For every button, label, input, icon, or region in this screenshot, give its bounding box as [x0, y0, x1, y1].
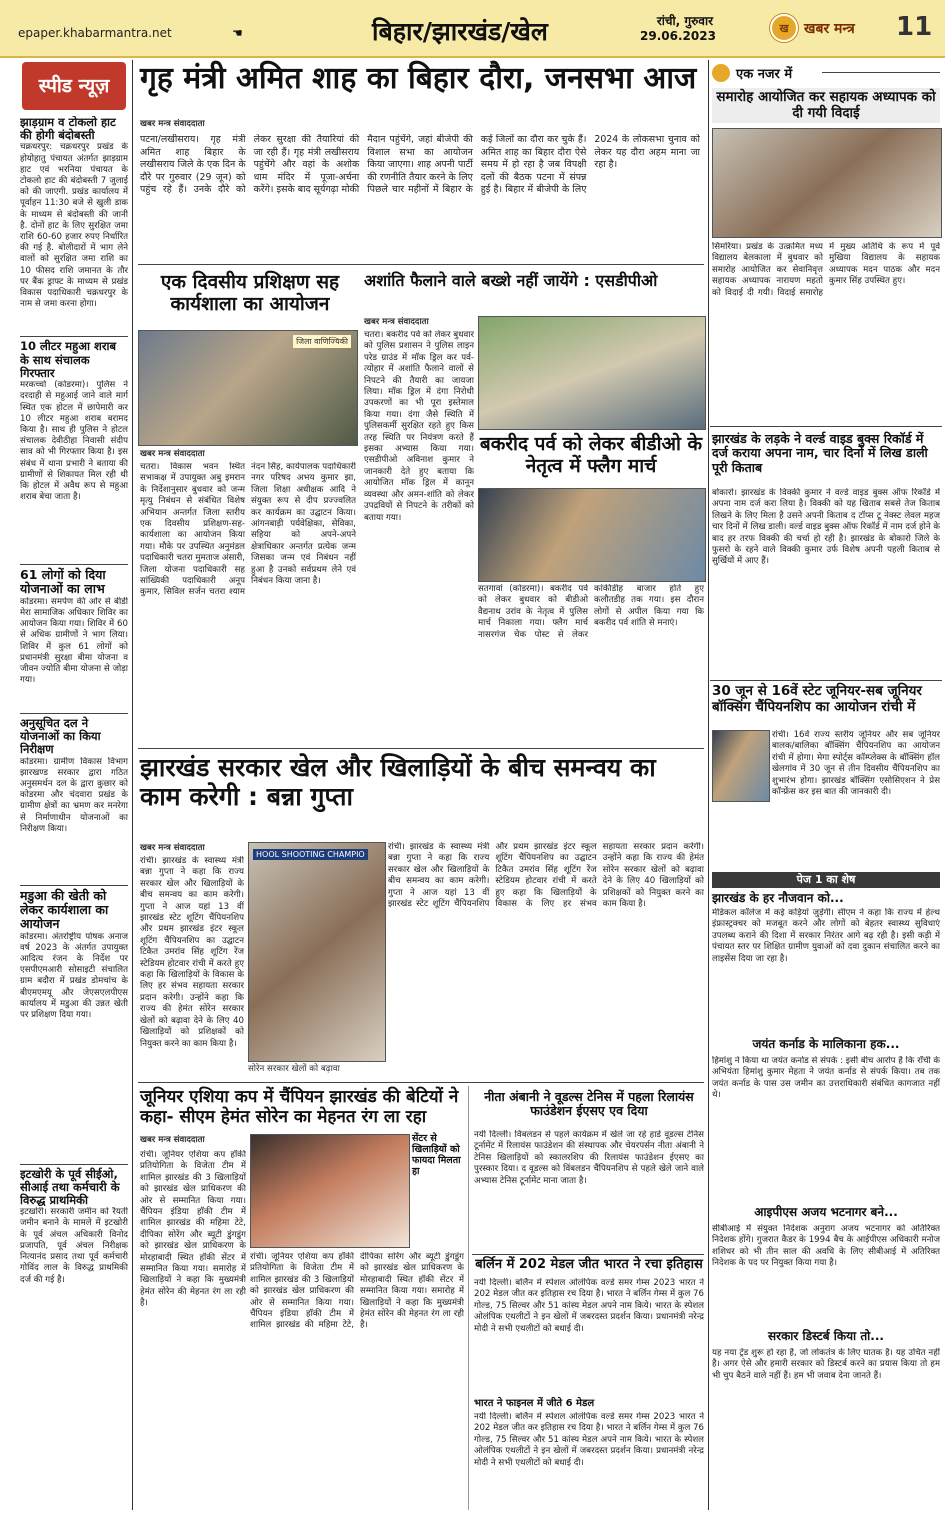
divider [20, 336, 128, 337]
cont1-headline: झारखंड के हर नौजवान को... [712, 891, 844, 905]
site-url[interactable]: epaper.khabarmantra.net [18, 26, 172, 40]
brief-body: कोडरमा। अंतर्राष्ट्रीय पोषक अनाज वर्ष 2023 के अंतर्गत उपायुक्त आदित्य रंजन के निर्देश पर एसपीएमआरी सोसाइटी संचालित ग्राम बदौरा में प्रखंड डोमचांच के बीएमएमयू और जेएसएलपीएस कार्यालय में मडुआ की उन्नत खेती पर प्रशिक्षण दिया गया। [20, 931, 128, 1021]
felicitation-photo [712, 128, 942, 238]
brief-body: चक्रधरपुर: चक्रधरपुर प्रखंड के होयोहातु पंचायत अंतर्गत झाड़ग्राम हाट एवं भरनिया पंचायत के टोकलो हाट की बंदोबस्ती 7 जुलाई को की जाएगी. प्रखंड कार्यालय में पूर्वाहन 11:30 बजे से खुली डाक के माध्यम से बंदोबस्ती की जानी है. दोनों हाट के लिए सुरक्षित जमा राशि 60-60 हजार रुपए निर्धारित की गई है. बोलीदारों में भाग लेने वालों को सुरक्षित जमा राशि का 10 फीसद राशि जमानत के तौर पर बैंक ड्राफ्ट के माध्यम से प्रखंड विकास पदाधिकारी चक्रधरपुर के नाम से जमा करना होगा। [20, 142, 128, 310]
divider [472, 1254, 704, 1255]
divider [20, 1164, 128, 1165]
byline: खबर मन्त्र संवाददाता [140, 1135, 205, 1145]
byline: खबर मन्त्र संवाददाता [140, 449, 205, 459]
column-divider [132, 60, 133, 1510]
berlin-body: नयी दिल्ली। बर्लिन में स्पेशल ओलंपिक वर्ल्ड समर गेम्स 2023 भारत ने 202 मेडल जीत कर इतिहास रच दिया है। भारत ने बर्लिन गेम्स में कुल 76 गोल्ड, 75 सिल्वर और 51 कांस्य मेडल अपने नाम किये। भारत के स्पेशल ओलंपिक एथलीटों ने इन खेलों में जबरदस्त प्रदर्शन किया। प्रधानमंत्री नरेन्द्र मोदी ने सभी एथलीटों को बधाई दी। [474, 1278, 704, 1334]
asia-body: रांची। जूनियर एशिया कप हॉकी प्रतियोगिता के विजेता टीम में शामिल झारखंड की 3 खिलाड़ियों को झारखंड खेल प्राधिकरण की ओर से सम्मानित किया गया। चैंपियन इंडिया हॉकी टीम में शामिल झारखंड की महिमा टेटे, दीपिका सोरेंग और ब्यूटी डुंगडुंग को झारखंड खेल प्राधिकरण के मोरहाबादी स्थित हॉकी सेंटर में सम्मानित किया गया। समारोह में खिलाड़ियों ने कहा कि मुख्यमंत्री हेमंत सोरेन की मेहनत रंग ला रही है। [140, 1150, 246, 1309]
date-block [640, 14, 716, 44]
speed-news-badge: स्पीड न्यूज़ [22, 62, 126, 110]
cont1-body: मेडिकल कॉलेज में कई कड़ियां जुड़ेंगी। सीएम ने कहा कि राज्य में हेल्थ इंफ्रास्ट्रक्चर को मजबूत करने और लोगों को बेहतर स्वास्थ्य सुविधाएं उपलब्ध कराने की दिशा में सरकार निरंतर आगे बढ़ रही है। इसी कड़ी में पंचायत स्तर पर शिक्षित ग्रामीण युवाओं को दवा दुकान संचालित करने का लाइसेंस दिया जा रहा है। [712, 908, 940, 964]
main-headline: गृह मंत्री अमित शाह का बिहार दौरा, जनसभा आज [140, 61, 697, 96]
divider [138, 748, 704, 749]
berlin-subhead: भारत ने फाइनल में जीते 6 मेडल [474, 1398, 595, 1409]
pointer-icon: ☚ [232, 26, 243, 40]
world-record-headline: झारखंड के लड़के ने वर्ल्ड वाइड बुक्स रिकॉर्ड में दर्ज कराया अपना नाम, चार दिनों में लिख डाली पूरी किताब [712, 431, 928, 475]
byline: खबर मन्त्र संवाददाता [364, 317, 429, 327]
divider [20, 885, 128, 886]
sports-headline: झारखंड सरकार खेल और खिलाड़ियों के बीच समन्वय का काम करेगी : बन्ना गुप्ता [140, 753, 656, 811]
felicitation-headline: समारोह आयोजित कर सहायक अध्यापक को दी गयी विदाई [712, 88, 940, 123]
tennis-headline: नीता अंबानी ने वूडल्स टेनिस में पहला रिलायंस फाउंडेशन ईएसए एव दिया [484, 1089, 694, 1119]
main-story-body: पटना/लखीसराय। गृह मंत्री अमित शाह बिहार के लखीसराय जिले के एक दिन के दौरे पर गुरुवार (29 जून) को पहुंच रहे हैं। उनके दौरे को लेकर सुरक्षा की तैयारियां की जा रही हैं। गृह मंत्री लखीसराय पहुंचेंगे और वहां के अशोक धाम मंदिर में पूजा-अर्चना करेंगे। इसके बाद सूर्यगढ़ा मोकी मैदान पहुंचेंगे, जहां बीजेपी की विशाल सभा का आयोजन किया जाएगा। शाह अपनी पार्टी की रणनीति तैयार करने के लिए पिछले चार महीनों में बिहार के कई जिलों का दौरा कर चुके हैं। अमित शाह का बिहार दौरा ऐसे समय में हो रहा है जब विपक्षी दलों की बैठक पटना में संपन्न हुई है। बिहार में बीजेपी के लिए 2024 के लोकसभा चुनाव को लेकर यह दौरा अहम माना जा रहा है। [140, 134, 700, 196]
bakrid-headline: बकरीद पर्व को लेकर बीडीओ के नेतृत्व में फ्लैग मार्च [479, 433, 703, 477]
sidebar-box [412, 1134, 464, 1252]
logo-text: खबर मन्त्र [804, 20, 855, 37]
brief-body: इटखोरी। सरकारी जमीन को रैयती जमीन बनाने के मामले में इटखोरी के पूर्व अंचल अधिकारी विनोद प्रजापति, पूर्व अंचल निरीक्षक नित्यानंद प्रसाद तथा पूर्व कर्मचारी गोविंद लाल के विरुद्ध प्राथमिकी दर्ज की गई है। [20, 1207, 128, 1285]
cont2-body: हिमांशु ने किया था जयंत कर्नाड से संपर्क : इसी बीच आरोप है कि राँची के अभियंता हिमांशु कुमार मेहता ने जयंत कर्नाड से संपर्क किया। तब तक जयंत कर्नाड के पास उस जमीन का उत्तराधिकारी संबंधित कागजात नहीं थे। [712, 1056, 940, 1101]
column-divider [468, 1086, 469, 1510]
flag-march-photo [478, 488, 706, 582]
asia-body-cont [250, 1252, 464, 1510]
tag-text: एक नजर में [736, 67, 793, 82]
sports-body-cont [388, 842, 704, 1072]
cont2-headline: जयंत कर्नाड के मालिकाना हक... [752, 1037, 900, 1051]
column-divider [708, 60, 709, 1510]
tennis-body: नयी दिल्ली। विंबलडन से पहले कार्यक्रम में खेले जा रहे हार्ड वूडल्स टेनिस टूर्नामेंट में रिलायंस फाउंडेशन की संस्थापक और चेयरपर्सन नीता अंबानी ने टेनिस खिलाड़ियों को स्कालरशिप की रिलायंस फाउंडेशन ईएसए का पुरस्कार दिया। द वूडल्स को विंबलडन चैंपियनशिप से पहले खेले जाने वाले अभ्यास टेनिस टूर्नामेंट माना जाता है। [474, 1130, 704, 1186]
boxing-headline: 30 जून से 16वें स्टेट जूनियर-सब जूनियर बॉक्सिंग चैंपियनशिप का आयोजन रांची में [712, 683, 922, 715]
brief-5 [20, 889, 128, 1160]
brief-title: अनुसूचित दल ने योजनाओं का किया निरीक्षण [20, 715, 101, 757]
byline: खबर मन्त्र संवाददाता [140, 843, 205, 853]
felicitation-body: सिमरिया। प्रखंड के उत्क्रमित मध्य विद्यालय बेलकाला में बुधवार को समारोह आयोजित कर सेवानिवृत्त सहायक अध्यापक नारायण महतो को विदाई दी गयी। विदाई समारोह में मुख्य अतिथि के रूप में पूर्व मुखिया विद्यालय के सहायक अध्यापक मदन पाठक और मदन कुमार सिंह उपस्थित हुए। [712, 242, 940, 298]
brand-logo [770, 14, 890, 42]
workshop-photo [138, 330, 358, 446]
brief-body: मरकच्चो (कोडरमा)। पुलिस ने दरदाही से महुआई जाने वाले मार्ग स्थित एक होटल में छापेमारी कर 10 लीटर महुआ शराब बरामद किया है। साथ ही पुलिस ने होटल संचालक देवीठीहा निवासी संदीप साव को भी गिरफ्तार किया है। इस संबंध में थाना प्रभारी ने बताया की ग्रामीणों से शिकायत मिल रही थी कि होटल में अवैध रूप से महुआ शराब बेचा जाता है। [20, 380, 128, 503]
continued-band: पेज 1 का शेष [712, 872, 940, 888]
brief-title: 10 लीटर महुआ शराब के साथ संचालक गिरफ्तार [20, 339, 117, 380]
workshop-headline: एक दिवसीय प्रशिक्षण सह कार्यशाला का आयोजन [160, 271, 340, 315]
divider [138, 264, 704, 265]
cont3-body: सीबीआई में संयुक्त निदेशक अनुराग अजय भटनागर को अतिरिक्त निदेशक होंगे। गुजरात कैडर के 1994 बैच के आईपीएस अधिकारी मनोज शशिधर को भी तीन साल की अवधि के लिए सीबीआई में अतिरिक्त निदेशक के पद पर नियुक्त किया गया है। [712, 1224, 940, 1269]
left-news-column [20, 116, 128, 1511]
photo-caption: सोरेन सरकार खेलों को बढ़ावा [248, 1064, 340, 1074]
logo-icon: ख [770, 14, 798, 42]
hockey-players-photo [250, 1134, 410, 1248]
cont4-headline: सरकार डिस्टर्ब किया तो... [768, 1329, 884, 1343]
boxer-photo [712, 730, 770, 802]
brief-4 [20, 717, 128, 881]
tag-icon [712, 64, 730, 82]
berlin-body-cont [474, 1412, 704, 1510]
divider [20, 713, 128, 714]
bakrid-body: सतगावां (कोडरमा)। बकरीद पर्व को लेकर बुधवार को बीडीओ वैद्यनाथ उरांव के नेतृत्व में पुलिस मार्च निकाला गया। फ्लैग मार्च नासरगंज चेक पोस्ट से लेकर कांकीडीह बाजार होते हुए कलौतडीह तक गया। इस दौरान लोगों से अपील किया गया कि बकरीद पर्व शांति से मनाएं। [478, 584, 704, 640]
divider [138, 1082, 704, 1083]
sports-body: रांची। झारखंड के स्वास्थ्य मंत्री बन्ना गुप्ता ने कहा कि राज्य सरकार खेल और खिलाड़ियों के बीच समन्वय का काम करेगी। गुप्ता ने आज यहां 13 वीं झारखंड स्टेट शूटिंग चैंपियनशिप और प्रथम झारखंड इंटर स्कूल शूटिंग चैंपियनशिप का उद्घाटन टिकैत उमरांव सिंह शूटिंग रेंज स्टेडियम होटवार रांची में करते हुए कहा कि खिलाड़ियों के विकास के लिए हर संभव सहायता सरकार प्रदान करेगी। उन्होंने कहा कि राज्य की हेमंत सोरेन सरकार खेलों को बढ़ावा देने के लिए 40 खिलाड़ियों को प्रशिक्षकों को नियुक्त करने का काम किया है। [140, 856, 244, 1049]
divider [20, 564, 128, 565]
workshop-body: चतरा। विकास भवन स्थित सभाकक्ष में उपायुक्त अबु इमरान के निर्देशानुसार बुधवार को जन्म मृत्यु निबंधन से संबंधित विशेष अभियान अन्तर्गत जिला स्तरीय एक दिवसीय प्रशिक्षण-सह-कार्यशाला का आयोजन किया गया। मौके पर उपस्थित अनुमंडल पदाधिकारी चतरा मुमताज अंसारी, जिला योजना पदाधिकारी सह सांख्यिकी पदाधिकारी अनूप कुमार, सिविल सर्जन चतरा श्याम नंदन सिंह, कार्यपालक पदाधिकारी नगर परिषद अभय कुमार झा, जिला शिक्षा अधीक्षक आदि ने संयुक्त रूप से दीप प्रज्ज्वलित कर कार्यक्रम का उद्घाटन किया। आंगनबाड़ी पर्यवेक्षिका, सेविका, सहिया को अपने-अपने क्षेत्राधिकार अन्तर्गत प्रत्येक जन्म जिसका जन्म एवं निबंधन नहीं हुआ है उनको सर्वप्रथम लेने एवं निबंधन किया जाना है। [140, 462, 356, 598]
brief-title: मडुआ की खेती को लेकर कार्यशाला का आयोजन [20, 887, 109, 932]
sports-body-text: रांची। झारखंड के स्वास्थ्य मंत्री बन्ना गुप्ता ने कहा कि राज्य सरकार खेल और खिलाड़ियों के बीच समन्वय का काम करेगी। गुप्ता ने आज यहां 13 वीं झारखंड स्टेट शूटिंग चैंपियनशिप और प्रथम झारखंड इंटर स्कूल शूटिंग चैंपियनशिप का उद्घाटन टिकैत उमरांव सिंह शूटिंग रेंज स्टेडियम होटवार रांची में करते हुए कहा कि खिलाड़ियों के विकास के लिए हर संभव सहायता सरकार प्रदान करेगी। उन्होंने कहा कि राज्य की हेमंत सोरेन सरकार खेलों को बढ़ावा देने के लिए 40 खिलाड़ियों को प्रशिक्षकों को नियुक्त करने का काम किया है। [388, 842, 704, 910]
cont4-body: यह नया ट्रेंड शुरू हो रहा है, जो लोकतंत्र के लिए घातक है। यह उचित नहीं है। अगर ऐसे और हमारी सरकार को डिस्टर्ब करने का प्रयास किया तो हम भी चुप बैठने वाले नहीं हैं। हम भी जवाब देना जानते हैं। [712, 1348, 940, 1381]
page-number: 11 [896, 12, 933, 42]
tag-rule [822, 72, 940, 73]
byline: खबर मन्त्र संवाददाता [140, 119, 205, 129]
divider [710, 426, 942, 427]
unrest-body: चतरा। बकरीद पर्व को लेकर बुधवार को पुलिस प्रशासन ने पुलिस लाइन परेड ग्राउंड में मॉक ड्रिल कर पर्व-त्योहार में अशांति फैलाने वालों से निपटने की तैयारी का जायजा लिया। मॉक ड्रिल में दंगा निरोधी उपकरणों का भी पूरा इस्तेमाल किया गया। दंगा जैसे स्थिति में पुलिसकर्मी सुरक्षित रहते हुए किस तरह स्थिति पर नियंत्रण करते हैं इसका अभ्यास किया गया। एसडीपीओ अविनाश कुमार ने जानकारी देते हुए बताया कि आयोजित मॉक ड्रिल में कानून व्यवस्था और अमन-शांति को लेकर उपद्रवियों से निपटने के तरीकों को बताया गया। [364, 330, 474, 523]
brief-title: इटखोरी के पूर्व सीईओ, सीआई तथा कर्मचारी के विरुद्ध प्राथमिकी [20, 1166, 120, 1208]
brief-body: कोडरमा। समर्पण की ओर से बीडी मेरा सामाजिक अधिकार शिविर का आयोजन किया गया। शिविर में 60 से अधिक ग्रामीणों ने भाग लिया। शिविर में कुल 61 लोगों को प्रधानमंत्री सुरक्षा बीमा योजना व जीवन ज्योति बीमा योजना से जोड़ा गया। [20, 596, 128, 686]
brief-2 [20, 340, 128, 560]
brief-1 [20, 116, 128, 332]
shooting-photo [248, 842, 386, 1062]
cont3-headline: आइपीएस अजय भटनागर बने... [754, 1205, 898, 1219]
brief-3 [20, 568, 128, 709]
asia-body-text: रांची। जूनियर एशिया कप हॉकी प्रतियोगिता के विजेता टीम में शामिल झारखंड की 3 खिलाड़ियों को झारखंड खेल प्राधिकरण की ओर से सम्मानित किया गया। चैंपियन इंडिया हॉकी टीम में शामिल झारखंड की महिमा टेटे, दीपिका सोरेंग और ब्यूटी डुंगडुंग को झारखंड खेल प्राधिकरण के मोरहाबादी स्थित हॉकी सेंटर में सम्मानित किया गया। समारोह में खिलाड़ियों ने कहा कि मुख्यमंत्री हेमंत सोरेन की मेहनत रंग ला रही है। [250, 1252, 464, 1331]
unrest-headline: अशांति फैलाने वाले बख्शे नहीं जायेंगे : एसडीपीओ [364, 271, 658, 290]
berlin-headline: बर्लिन में 202 मेडल जीत भारत ने रचा इतिहास [475, 1257, 703, 1272]
boxing-body: रांची। 16वें राज्य स्तरीय जूनियर और सब जूनियर बालक/बालिका बॉक्सिंग चैंपियनशिप का आयोजन रांची में होगा। मेगा स्पोर्ट्स कॉम्प्लेक्स के बॉक्सिंग हॉल खेलगांव में 30 जून से तीन दिवसीय चैंपियनशिप का शुभारंभ होगा। झारखंड बॉक्सिंग एसोसिएशन ने प्रेस कॉन्फ्रेंस कर इस बात की जानकारी दी। [772, 730, 940, 798]
brief-title: झाड़ग्राम व टोकलो हाट की होगी बंदोबस्ती [20, 116, 116, 143]
date: 29.06.2023 [640, 29, 716, 43]
divider [710, 680, 942, 681]
photo-banner: जिला वाणिज्यिकी [293, 335, 351, 348]
mock-drill-photo [478, 316, 706, 430]
ek-nazar-tag [712, 62, 940, 84]
photo-banner: HOOL SHOOTING CHAMPIO [253, 849, 368, 860]
section-title: बिहार/झारखंड/खेल [372, 17, 548, 46]
berlin-body-text: नयी दिल्ली। बर्लिन में स्पेशल ओलंपिक वर्ल्ड समर गेम्स 2023 भारत ने 202 मेडल जीत कर इतिहास रच दिया है। भारत ने बर्लिन गेम्स में कुल 76 गोल्ड, 75 सिल्वर और 51 कांस्य मेडल अपने नाम किये। भारत के स्पेशल ओलंपिक एथलीटों ने इन खेलों में जबरदस्त प्रदर्शन किया। प्रधानमंत्री नरेन्द्र मोदी ने सभी एथलीटों को बधाई दी। [474, 1412, 704, 1468]
brief-title: 61 लोगों को दिया योजनाओं का लाभ [20, 567, 106, 597]
city-day: रांची, गुरुवार [656, 14, 713, 28]
sidebar-title: सेंटर से खिलाड़ियों को फायदा मिलता हा [412, 1133, 461, 1177]
world-record-body: बोकारो। झारखंड के विक्की कुमार ने वर्ल्ड वाइड बुक्स ऑफ रिकॉर्ड में अपना नाम दर्ज करा लिया है। विक्की को यह खिताब सबसे तेज किताब लिखने के लिए मिला है उसने अपनी किताब द टॉप्स टू नेक्स्ट लेवल महज चार दिनों में लिख डाली। वर्ल्ड वाइड बुक्स ऑफ रिकॉर्ड में नाम दर्ज होने के बाद हर तरफ विक्की की चर्चा हो रही है। झारखंड के बोकारो जिले के फुसरो के रहने वाले विक्की कुमार उर्फ विशेष अपनी पहली किताब से सुर्खियों में आए हैं। [712, 488, 940, 567]
asia-headline: जूनियर एशिया कप में चैंपियन झारखंड की बेटियों ने कहा- सीएम हेमंत सोरेन का मेहनत रंग ला रहा [140, 1087, 459, 1127]
brief-body: कोडरमा। ग्रामीण विकास विभाग झारखण्ड सरकार द्वारा गठित अनुसमर्थन दल के द्वारा कुछार को कोडरमा और चंदवारा प्रखंड के ग्रामीण क्षेत्रों का भ्रमण कर मनरेगा से निर्माणाधीन योजनाओं का निरीक्षण किया। [20, 756, 128, 834]
brief-6 [20, 1168, 128, 1428]
